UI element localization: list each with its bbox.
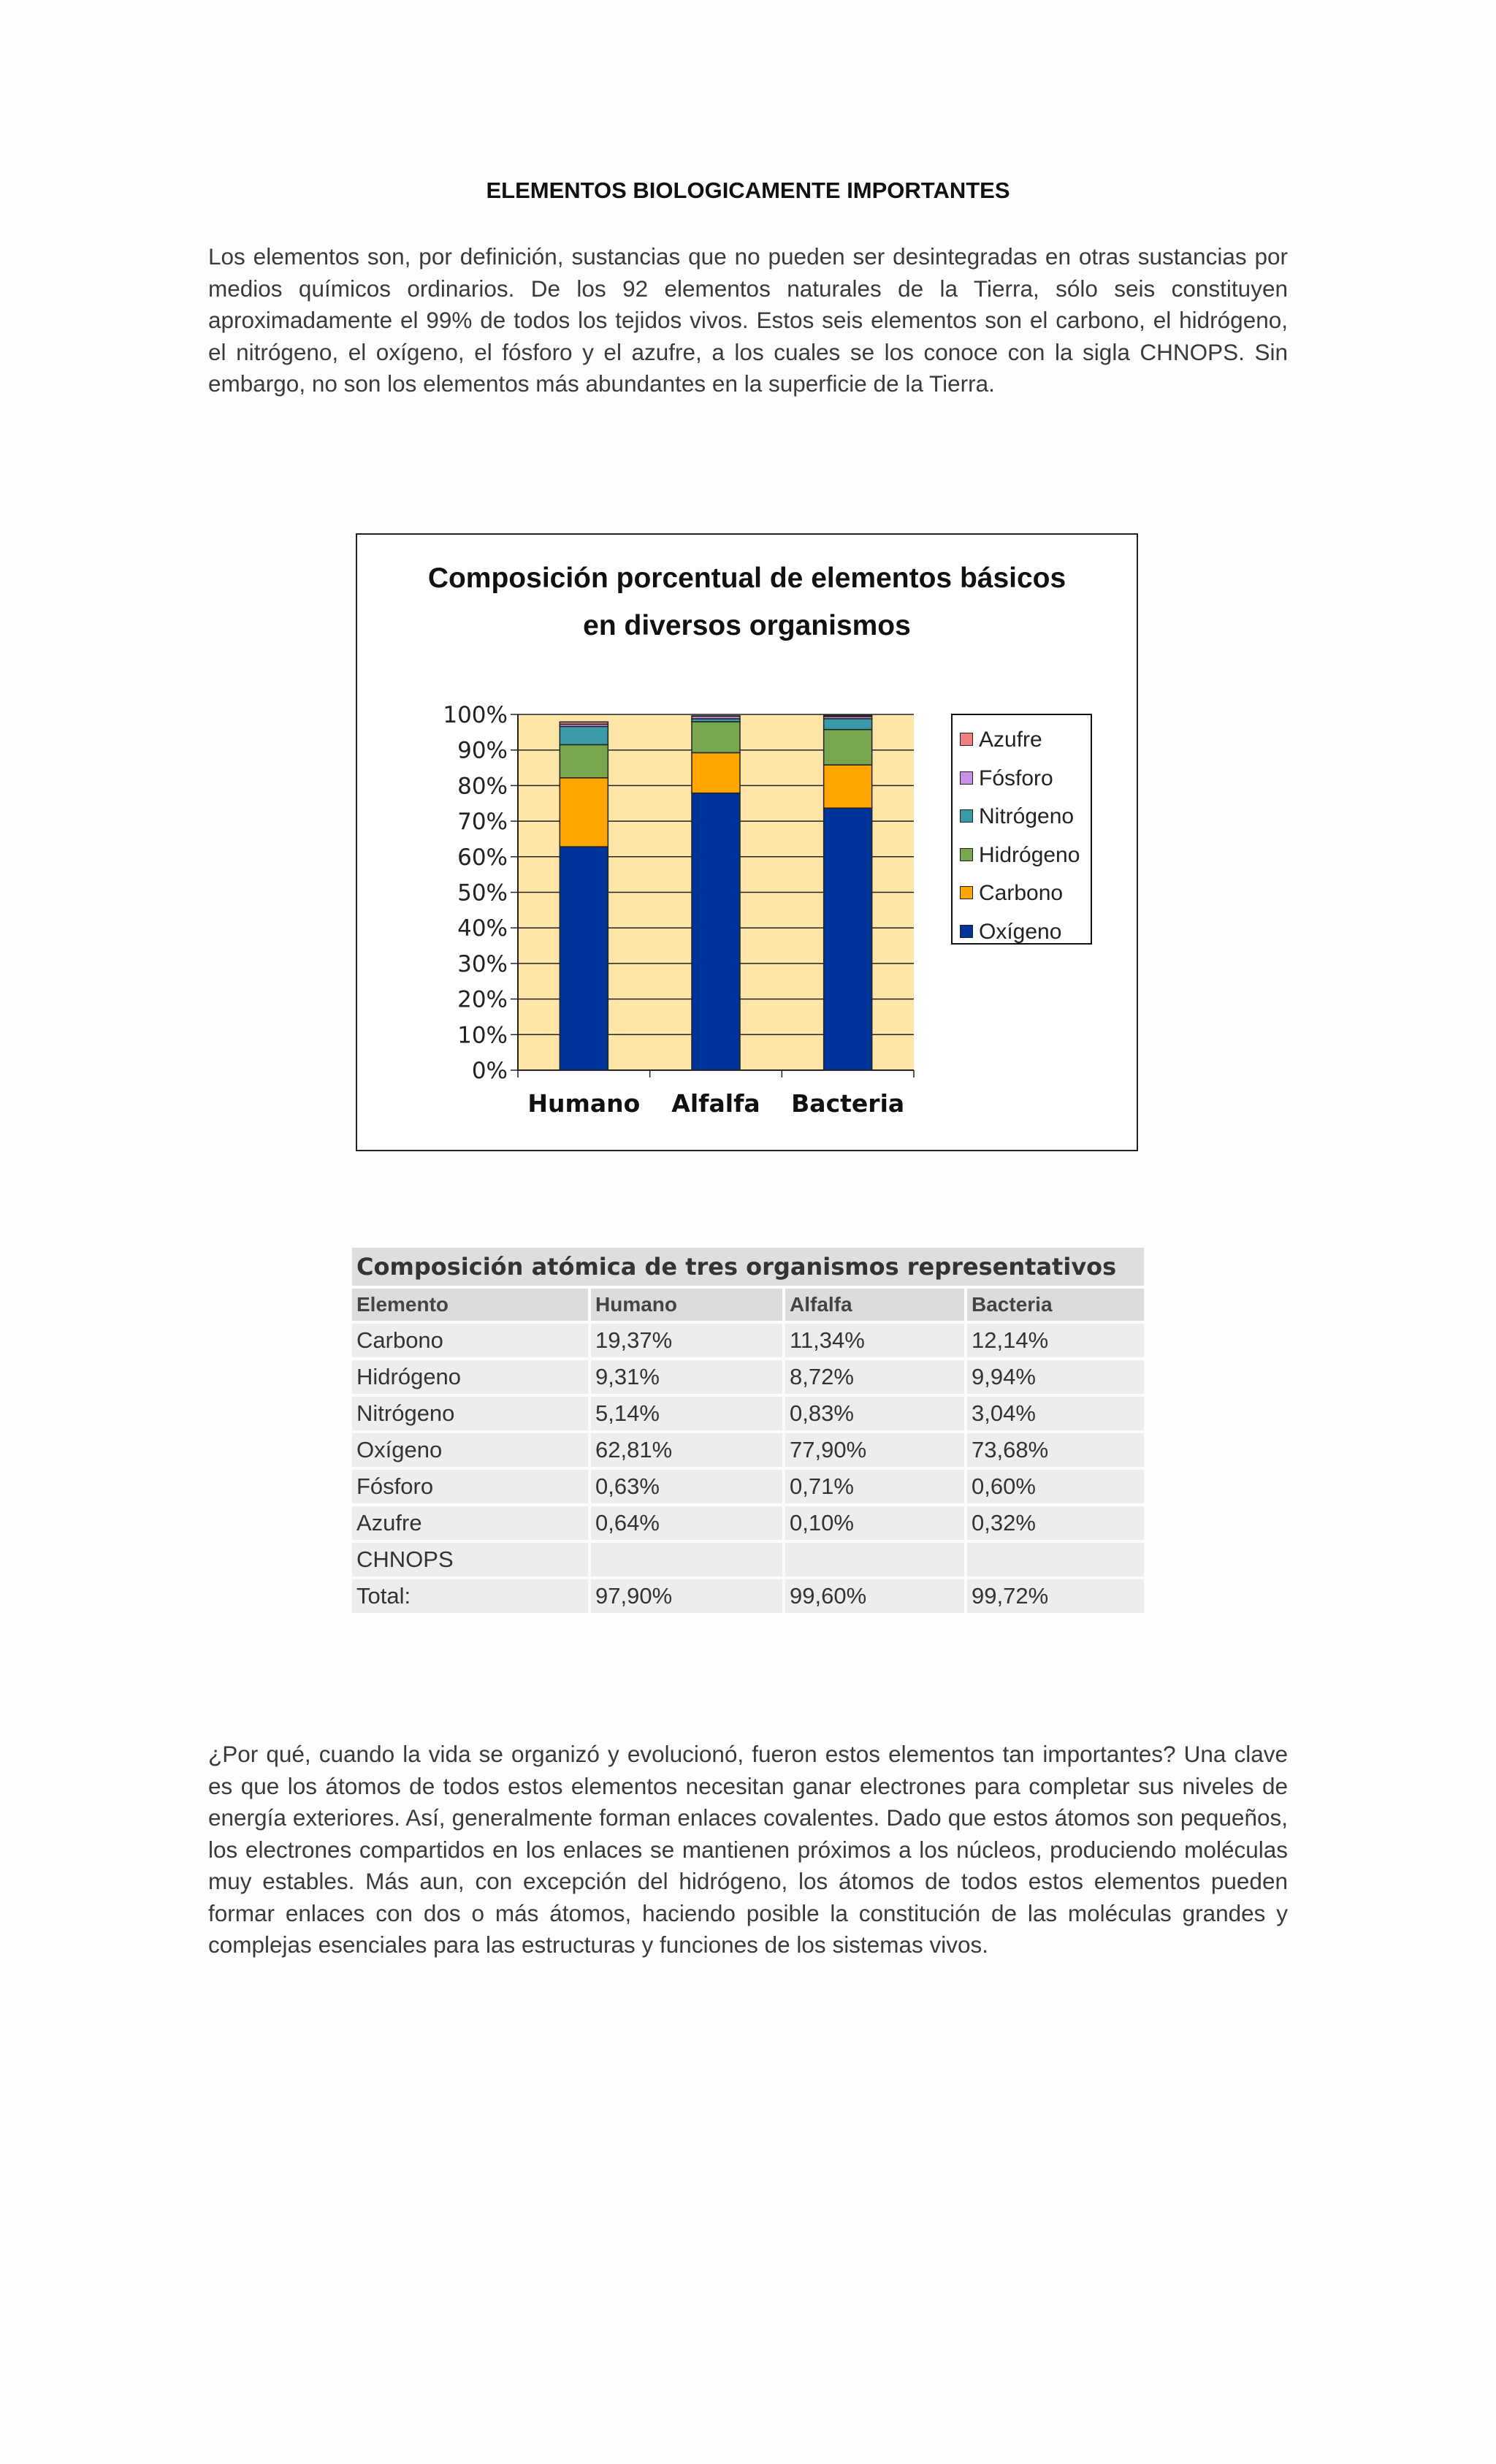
header-humano: Humano	[591, 1289, 782, 1321]
legend-item	[960, 764, 1053, 793]
header-bacteria: Bacteria	[967, 1289, 1144, 1321]
chart-figure	[356, 533, 1138, 1151]
legend-label: Oxígeno	[979, 919, 1062, 944]
legend-swatch	[960, 809, 973, 823]
table-cell: 0,32%	[967, 1506, 1144, 1540]
x-category-label: Bacteria	[791, 1089, 905, 1118]
table-row	[352, 1543, 1144, 1576]
table-row	[352, 1360, 1144, 1394]
bar-segment	[824, 719, 872, 730]
table-cell: Carbono	[352, 1324, 588, 1357]
composition-table	[349, 1245, 1147, 1616]
legend-label: Carbono	[979, 881, 1064, 905]
legend-item	[960, 918, 1061, 947]
table-cell: Azufre	[352, 1506, 588, 1540]
x-category-label: Alfalfa	[671, 1089, 760, 1118]
bar-segment	[560, 722, 608, 724]
table-cell: 19,37%	[591, 1324, 782, 1357]
table-cell: Fósforo	[352, 1470, 588, 1503]
table-cell: Nitrógeno	[352, 1397, 588, 1430]
y-tick-label: 30%	[457, 950, 508, 977]
table-cell: Oxígeno	[352, 1433, 588, 1467]
table-cell: 77,90%	[785, 1433, 964, 1467]
bar-segment	[824, 730, 872, 765]
intro-paragraph: Los elementos son, por definición, sustancias que no pueden ser desintegradas en otras sustancias por medios químicos ordinarios. De los 92 elementos naturales de la Tierra, sólo seis constituyen aproximadamente el 99% de todos los tejidos vivos. Estos seis elementos son el carbono, el hidrógeno, el nitrógeno, el oxígeno, el fósforo y el azufre, a los cuales se los conoce con la sigla CHNOPS. Sin embargo, no son los elementos más abundantes en la superficie de la Tierra.	[208, 243, 1288, 397]
table-cell: 0,71%	[785, 1470, 964, 1503]
y-tick-label: 100%	[443, 702, 508, 728]
chart-legend	[951, 714, 1092, 945]
y-tick-label: 0%	[471, 1058, 508, 1084]
table-cell: 5,14%	[591, 1397, 782, 1430]
y-tick-label: 40%	[457, 915, 508, 942]
table-cell: 0,64%	[591, 1506, 782, 1540]
chart-title-line-1: Composición porcentual de elementos básicos	[427, 562, 1066, 594]
chart-title-line-2: en diversos organismos	[583, 610, 911, 641]
table-cell: 97,90%	[591, 1579, 782, 1613]
bar-segment	[692, 752, 740, 793]
table-cell: 62,81%	[591, 1433, 782, 1467]
table-cell	[967, 1543, 1144, 1576]
table-cell: 99,72%	[967, 1579, 1144, 1613]
legend-swatch	[960, 925, 973, 938]
y-tick-label: 70%	[457, 809, 508, 836]
table-cell: 8,72%	[785, 1360, 964, 1394]
header-elemento: Elemento	[352, 1289, 588, 1321]
legend-swatch	[960, 848, 973, 861]
y-tick-label: 50%	[457, 880, 508, 907]
legend-item	[960, 879, 1063, 908]
table-cell: 0,63%	[591, 1470, 782, 1503]
table-cell: 99,60%	[785, 1579, 964, 1613]
bar-segment	[560, 726, 608, 744]
table-header-row	[352, 1289, 1144, 1321]
table-cell: Hidrógeno	[352, 1360, 588, 1394]
table-row	[352, 1579, 1144, 1613]
legend-item	[960, 725, 1042, 755]
bar-segment	[560, 744, 608, 777]
legend-label: Azufre	[979, 728, 1042, 752]
legend-swatch	[960, 771, 973, 785]
table-cell: 0,83%	[785, 1397, 964, 1430]
composition-table-wrapper	[349, 1245, 1147, 1616]
table-caption: Composición atómica de tres organismos representativos	[352, 1248, 1144, 1286]
table-cell: 0,60%	[967, 1470, 1144, 1503]
table-cell: 3,04%	[967, 1397, 1144, 1430]
legend-label: Nitrógeno	[979, 804, 1075, 828]
table-cell: 0,10%	[785, 1506, 964, 1540]
legend-item	[960, 802, 1074, 831]
table-cell	[591, 1543, 782, 1576]
bar-segment	[824, 715, 872, 717]
table-cell: 73,68%	[967, 1433, 1144, 1467]
table-cell: 12,14%	[967, 1324, 1144, 1357]
table-row	[352, 1324, 1144, 1357]
bar-segment	[824, 808, 872, 1070]
legend-item	[960, 841, 1080, 870]
table-row	[352, 1433, 1144, 1467]
y-tick-label: 80%	[457, 773, 508, 800]
bar-segment	[560, 778, 608, 847]
bar-segment	[692, 722, 740, 752]
legend-label: Fósforo	[979, 766, 1053, 790]
table-cell	[785, 1543, 964, 1576]
page-title: ELEMENTOS BIOLOGICAMENTE IMPORTANTES	[486, 178, 1010, 203]
x-category-label: Humano	[527, 1089, 641, 1118]
closing-paragraph: ¿Por qué, cuando la vida se organizó y evolucionó, fueron estos elementos tan importantes? Una clave es que los átomos de todos estos elementos necesitan ganar electrones para completar sus niveles de energía exteriores. Así, generalmente forman enlaces covalentes. Dado que estos átomos son pequeños, los electrones compartidos en los enlaces se mantienen próximos a los núcleos, produciendo moléculas muy estables. Más aun, con excepción del hidrógeno, los átomos de todos estos elementos pueden formar enlaces con dos o más átomos, haciendo posible la constitución de las moléculas grandes y complejas esenciales para las estructuras y funciones de los sistemas vivos.	[208, 1741, 1288, 1958]
y-tick-label: 90%	[457, 737, 508, 764]
bar-segment	[692, 793, 740, 1070]
table-row	[352, 1506, 1144, 1540]
y-tick-label: 10%	[457, 1022, 508, 1049]
bar-segment	[824, 765, 872, 808]
legend-swatch	[960, 886, 973, 899]
table-cell: 11,34%	[785, 1324, 964, 1357]
table-row	[352, 1397, 1144, 1430]
y-tick-label: 20%	[457, 986, 508, 1013]
table-cell: 9,31%	[591, 1360, 782, 1394]
legend-label: Hidrógeno	[979, 842, 1080, 867]
table-cell: 9,94%	[967, 1360, 1144, 1394]
header-alfalfa: Alfalfa	[785, 1289, 964, 1321]
table-cell: CHNOPS	[352, 1543, 588, 1576]
y-tick-label: 60%	[457, 844, 508, 871]
table-cell: Total:	[352, 1579, 588, 1613]
legend-swatch	[960, 733, 973, 746]
table-caption-row	[352, 1248, 1144, 1286]
bar-segment	[560, 847, 608, 1070]
table-row	[352, 1470, 1144, 1503]
